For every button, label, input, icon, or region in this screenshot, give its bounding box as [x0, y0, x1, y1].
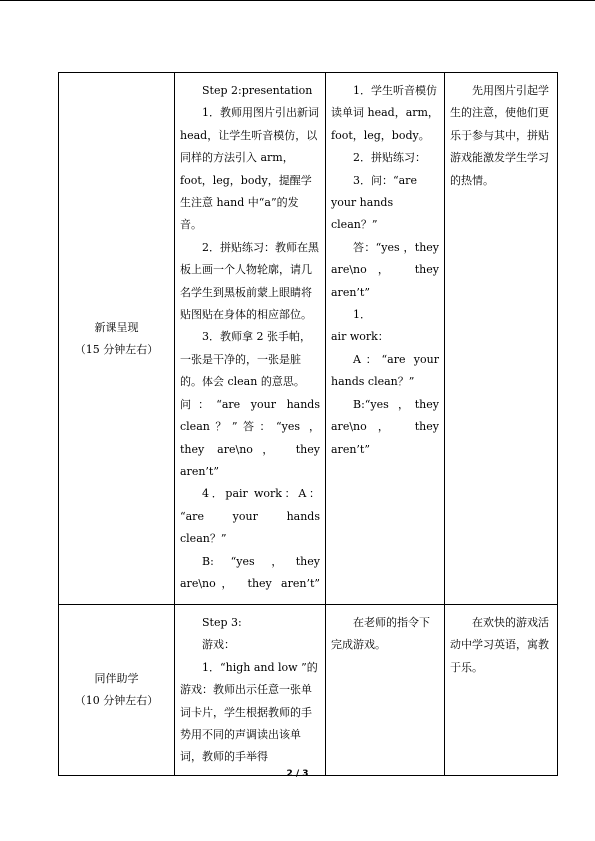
- teacher-step-heading: Step 2:presentation: [202, 84, 313, 97]
- student-paragraph: 3．问：“are: [353, 173, 417, 187]
- stage-name: 同伴助学: [94, 671, 139, 685]
- teacher-dialogue-line: clean？”: [180, 532, 227, 546]
- teacher-paragraph: 1．教师用图片引出新词 head，让学生听音模仿，以同样的方法引入 arm，foot，leg，body，提醒学生注意 hand 中“a”的发音。: [180, 106, 319, 232]
- student-activity-cell: [326, 605, 445, 776]
- student-dialogue-line: 答：“yes ，they: [353, 240, 439, 254]
- table-row: [59, 73, 558, 605]
- stage-name: 新课呈现: [94, 320, 139, 334]
- teacher-dialogue-line: B: “yes ，they: [202, 554, 320, 568]
- student-dialogue-line: A：“are your: [353, 352, 439, 366]
- stage-duration: （15 分钟左右）: [74, 342, 159, 356]
- teacher-paragraph: 1．“high and low ”的游戏：教师出示任意一张单词卡片，学生根据教师的手势用不同的声调读出该单词，教师的手举得: [180, 660, 318, 764]
- teacher-dialogue-line: they are\no， they aren’t”: [180, 442, 320, 478]
- teacher-activity-cell: [175, 73, 326, 605]
- teacher-dialogue-line: 问：“are your hands clean？”答：“yes ，: [180, 397, 320, 434]
- teacher-step-heading: Step 3:: [202, 616, 242, 629]
- student-paragraph: 2．拼贴练习：: [353, 151, 426, 165]
- stage-cell: [59, 605, 175, 776]
- student-paragraph: 1．学生听音模仿读单词 head，arm，foot，leg，body。: [331, 84, 439, 142]
- student-dialogue-line: hands clean？”: [331, 375, 415, 389]
- teacher-dialogue-line: are\no， they aren’t”: [180, 576, 320, 590]
- teacher-dialogue-line: 4．pair work：A：: [202, 487, 320, 501]
- teacher-activity-cell: [175, 605, 326, 776]
- student-dialogue-line: air work：: [331, 330, 389, 344]
- design-intent-cell: [445, 73, 558, 605]
- teacher-paragraph: 3．教师拿 2 张手帕，一张是干净的，一张是脏的。体会 clean 的意思。: [180, 330, 311, 389]
- student-dialogue-line: your hands clean？”: [331, 196, 394, 232]
- teacher-paragraph: 游戏：: [202, 638, 235, 652]
- student-dialogue-line: B:“yes ，they: [353, 397, 439, 411]
- design-intent-text: 在欢快的游戏活动中学习英语，寓教于乐。: [450, 616, 549, 674]
- page-top-rule: [0, 0, 595, 1]
- student-dialogue-line: are\no， they aren’t”: [331, 263, 439, 299]
- lesson-plan-table: [58, 72, 558, 776]
- design-intent-text: 先用图片引起学生的注意，使他们更乐于参与其中，拼贴游戏能激发学生学习的热情。: [450, 84, 549, 187]
- teacher-dialogue-line: “are your hands: [180, 509, 320, 523]
- table-row: [59, 605, 558, 776]
- student-dialogue-line: 1．: [353, 308, 371, 322]
- teacher-paragraph: 2．拼贴练习：教师在黑板上画一个人物轮廓，请几名学生到黑板前蒙上眼睛将贴图贴在身体的相应部位。: [180, 240, 319, 322]
- student-paragraph: 在老师的指令下完成游戏。: [331, 616, 430, 652]
- stage-duration: （10 分钟左右）: [74, 693, 159, 707]
- page-number: 2 / 3: [286, 769, 309, 779]
- student-dialogue-line: are\no， they aren’t”: [331, 420, 439, 456]
- stage-cell: [59, 73, 175, 605]
- student-activity-cell: [326, 73, 445, 605]
- design-intent-cell: [445, 605, 558, 776]
